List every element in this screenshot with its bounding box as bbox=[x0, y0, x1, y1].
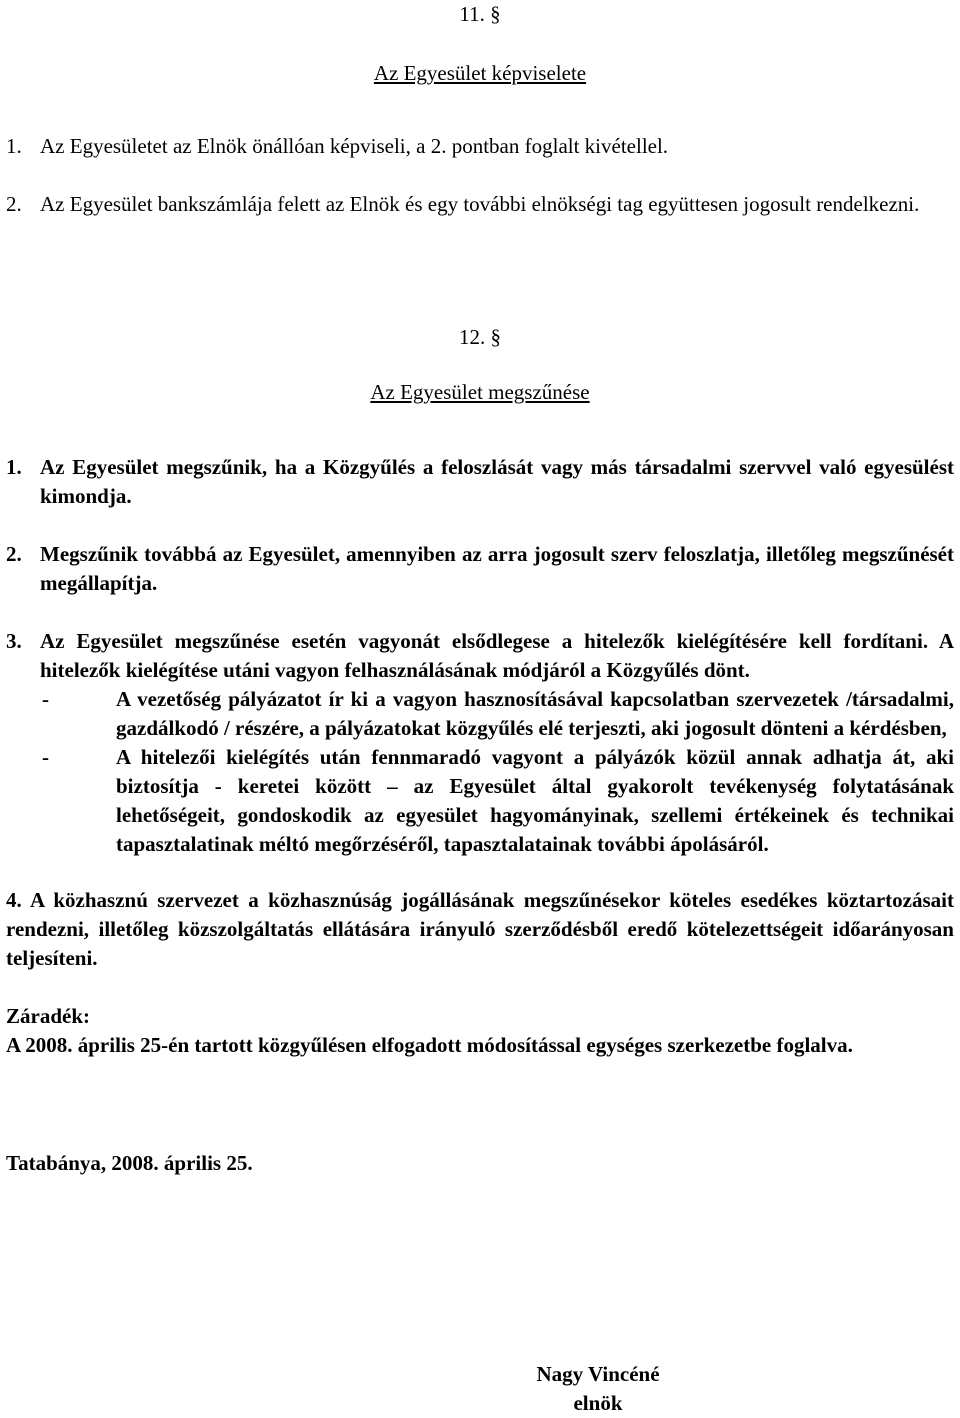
dash-text: A vezetőség pályázatot ír ki a vagyon hasznosításával kapcsolatban szervezetek /társadalmi, gazdálkodó / részére, a pályázatokat közgyűlés elé terjeszti, aki jogosult dönteni a kérdésben, bbox=[116, 687, 954, 740]
document-page bbox=[6, 0, 954, 1178]
signature-block bbox=[518, 1360, 678, 1418]
section-12-item-1 bbox=[6, 453, 954, 511]
item-number: 3. bbox=[6, 629, 22, 653]
section-11-title: Az Egyesület képviselete bbox=[373, 61, 587, 85]
item-number: 2. bbox=[6, 192, 22, 216]
dash-mark: - bbox=[42, 745, 49, 769]
section-11-item-1 bbox=[6, 132, 954, 161]
section-11-item-2 bbox=[6, 190, 954, 219]
dash-text: A hitelezői kielégítés után fennmaradó vagyont a pályázók közül annak adhatja át, aki biztosítja - keretei között – az Egyesület által gyakorolt tevékenység folytatásának lehetőségeit, gondoskodik az egyesület hagyományinak, szellemi értékeinek és technikai tapasztalatinak méltó megőrzéséről, tapasztalatainak további ápolásáról. bbox=[116, 745, 954, 856]
section-12-title: Az Egyesület megszűnése bbox=[370, 380, 590, 404]
item-text: Az Egyesület megszűnik, ha a Közgyűlés a feloszlását vagy más társadalmi szervvel való egyesülést kimondja. bbox=[40, 455, 954, 508]
section-12-number: 12. § bbox=[459, 325, 501, 349]
section-11-number: 11. § bbox=[459, 2, 501, 26]
place-date: Tatabánya, 2008. április 25. bbox=[6, 1151, 253, 1175]
clause-text: A 2008. április 25-én tartott közgyűlésen elfogadott módosítással egységes szerkezetbe foglalva. bbox=[6, 1033, 853, 1057]
dash-mark: - bbox=[42, 687, 49, 711]
signer-role: elnök bbox=[573, 1391, 623, 1415]
item-text: Az Egyesületet az Elnök önállóan képviseli, a 2. pontban foglalt kivétellel. bbox=[40, 134, 669, 158]
section-12-item-3 bbox=[6, 627, 954, 685]
item-text: Az Egyesület bankszámlája felett az Elnök és egy további elnökségi tag együttesen jogosult rendelkezni. bbox=[40, 192, 920, 216]
dash-list bbox=[42, 685, 954, 859]
item-number: 2. bbox=[6, 542, 22, 566]
dash-item bbox=[42, 685, 954, 743]
section-12-item-4: 4. A közhasznú szervezet a közhasznúság jogállásának megszűnésekor köteles esedékes köztartozásait rendezni, illetőleg közszolgáltatás ellátására irányuló szerződésből eredő kötelezettségeit időarányosan teljesíteni. bbox=[6, 888, 954, 970]
item-text: Megszűnik továbbá az Egyesület, amennyiben az arra jogosult szerv feloszlatja, illetőleg megszűnését megállapítja. bbox=[40, 542, 954, 595]
section-12-item-2 bbox=[6, 540, 954, 598]
clause-label: Záradék: bbox=[6, 1004, 90, 1028]
item-text: Az Egyesület megszűnése esetén vagyonát elsődlegese a hitelezők kielégítésére kell fordítani. A hitelezők kielégítése utáni vagyon felhasználásának módjáról a Közgyűlés dönt. bbox=[40, 629, 954, 682]
item-number: 1. bbox=[6, 455, 22, 479]
signer-name: Nagy Vincéné bbox=[536, 1362, 660, 1386]
dash-item bbox=[42, 743, 954, 859]
item-number: 1. bbox=[6, 134, 22, 158]
